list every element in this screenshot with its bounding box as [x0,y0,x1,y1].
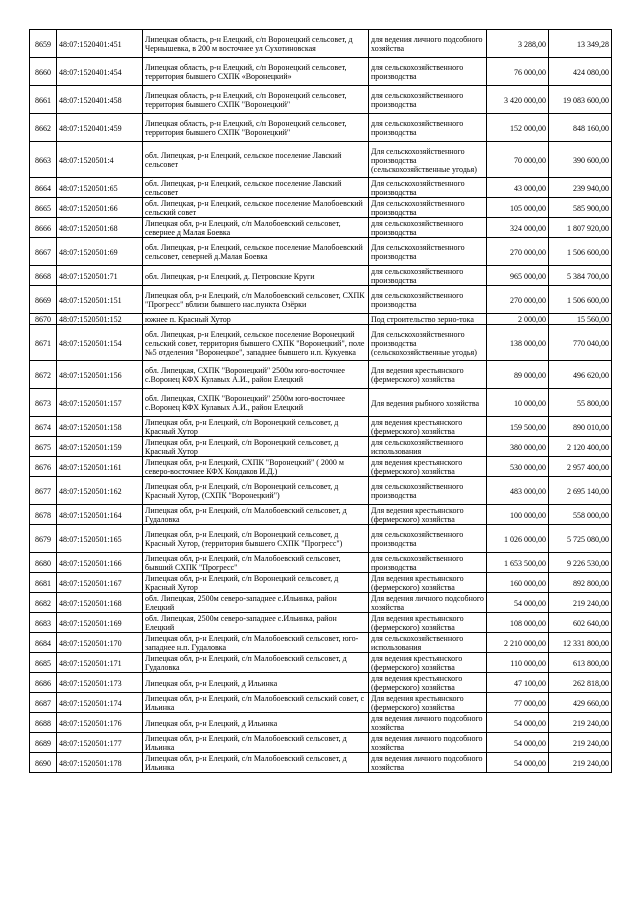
table-row [30,713,612,733]
permitted-use: для ведения личного подсобного хозяйства [369,753,487,773]
row-number: 8679 [30,525,57,553]
cadastral-value: 9 226 530,00 [549,553,612,573]
plot-address: южнее п. Красный Хутор [143,314,369,325]
table-row [30,477,612,505]
table-row [30,417,612,437]
cadastral-value: 390 600,00 [549,142,612,178]
table-row [30,266,612,286]
row-number: 8677 [30,477,57,505]
cadastral-number: 48:07:1520501:169 [57,613,143,633]
cadastral-number: 48:07:1520501:157 [57,389,143,417]
plot-area: 2 210 000,00 [487,633,549,653]
plot-address: обл. Липецкая, р-н Елецкий, сельское поселение Малобоевский сельсовет, северней д.Малая Боевка [143,238,369,266]
table-row [30,525,612,553]
row-number: 8678 [30,505,57,525]
cadastral-value: 558 000,00 [549,505,612,525]
row-number: 8662 [30,114,57,142]
table-row [30,142,612,178]
plot-area: 110 000,00 [487,653,549,673]
plot-address: обл. Липецкая, 2500м северо-западнее с.Ильинка, район Елецкий [143,613,369,633]
cadastral-value: 1 506 600,00 [549,238,612,266]
cadastral-number: 48:07:1520501:164 [57,505,143,525]
table-row [30,86,612,114]
plot-address: обл. Липецкая, р-н Елецкий, сельское поселение Лавский сельсовет [143,178,369,198]
table-row [30,198,612,218]
table-row [30,673,612,693]
cadastral-number: 48:07:1520501:176 [57,713,143,733]
permitted-use: для ведения крестьянского (фермерского) хозяйства [369,417,487,437]
row-number: 8661 [30,86,57,114]
cadastral-value: 19 083 600,00 [549,86,612,114]
row-number: 8663 [30,142,57,178]
cadastral-value: 424 080,00 [549,58,612,86]
cadastral-value: 613 800,00 [549,653,612,673]
row-number: 8681 [30,573,57,593]
plot-area: 108 000,00 [487,613,549,633]
row-number: 8660 [30,58,57,86]
table-row [30,733,612,753]
table-row [30,505,612,525]
plot-area: 138 000,00 [487,325,549,361]
cadastral-value: 585 900,00 [549,198,612,218]
cadastral-value: 2 695 140,00 [549,477,612,505]
cadastral-number: 48:07:1520501:154 [57,325,143,361]
table-row [30,314,612,325]
row-number: 8666 [30,218,57,238]
permitted-use: Для ведения крестьянского (фермерского) хозяйства [369,693,487,713]
table-row [30,325,612,361]
table-row [30,457,612,477]
permitted-use: Для сельскохозяйственного производства (сельскохозяйственные угодья) [369,325,487,361]
plot-area: 160 000,00 [487,573,549,593]
table-row [30,30,612,58]
table-row [30,633,612,653]
plot-address: Липецкая область, р-н Елецкий, с/п Воронецкий сельсовет, д Чернышевка, в 200 м восточнее ул Сухотиновская [143,30,369,58]
table-row [30,389,612,417]
cadastral-number: 48:07:1520501:69 [57,238,143,266]
table-row [30,593,612,613]
plot-area: 152 000,00 [487,114,549,142]
cadastral-value: 770 040,00 [549,325,612,361]
cadastral-number: 48:07:1520501:161 [57,457,143,477]
plot-address: Липецкая обл, р-н Елецкий, с/п Малобоевский сельсовет, СХПК "Прогресс" вблизи бывшего нас.пункта Озёрки [143,286,369,314]
plot-address: Липецкая обл, р-н Елецкий, с/п Малобоевский сельсовет, юго-западнее н.п. Гудаловка [143,633,369,653]
cadastral-number: 48:07:1520501:68 [57,218,143,238]
permitted-use: для сельскохозяйственного производства [369,86,487,114]
cadastral-number: 48:07:1520401:458 [57,86,143,114]
cadastral-number: 48:07:1520501:167 [57,573,143,593]
row-number: 8684 [30,633,57,653]
plot-address: Липецкая обл, р-н Елецкий, с/п Воронецкий сельсовет, д Красный Хутор [143,437,369,457]
cadastral-value: 239 940,00 [549,178,612,198]
row-number: 8674 [30,417,57,437]
plot-area: 105 000,00 [487,198,549,218]
cadastral-number: 48:07:1520501:178 [57,753,143,773]
table-row [30,693,612,713]
cadastral-number: 48:07:1520501:156 [57,361,143,389]
cadastral-number: 48:07:1520501:173 [57,673,143,693]
plot-address: обл. Липецкая, р-н Елецкий, д. Петровские Круги [143,266,369,286]
plot-address: Липецкая обл, р-н Елецкий, с/п Малобоевский сельсовет, севернее д Малая Боевка [143,218,369,238]
plot-address: обл. Липецкая, 2500м северо-западнее с.Ильинка, район Елецкий [143,593,369,613]
cadastral-number: 48:07:1520501:177 [57,733,143,753]
row-number: 8673 [30,389,57,417]
cadastral-number: 48:07:1520501:4 [57,142,143,178]
document-page [29,29,611,773]
plot-address: Липецкая обл, р-н Елецкий, с/п Воронецкий сельсовет, д Красный Хутор [143,573,369,593]
permitted-use: для сельскохозяйственного производства [369,286,487,314]
plot-area: 89 000,00 [487,361,549,389]
plot-area: 324 000,00 [487,218,549,238]
permitted-use: для ведения личного подсобного хозяйства [369,713,487,733]
cadastral-value: 1 807 920,00 [549,218,612,238]
row-number: 8665 [30,198,57,218]
permitted-use: для сельскохозяйственного производства [369,58,487,86]
row-number: 8667 [30,238,57,266]
permitted-use: для ведения личного подсобного хозяйства [369,30,487,58]
row-number: 8670 [30,314,57,325]
cadastral-value: 13 349,28 [549,30,612,58]
table-row [30,114,612,142]
permitted-use: для ведения личного подсобного хозяйства [369,733,487,753]
row-number: 8669 [30,286,57,314]
cadastral-number: 48:07:1520501:168 [57,593,143,613]
row-number: 8680 [30,553,57,573]
cadastral-number: 48:07:1520501:165 [57,525,143,553]
permitted-use: для ведения крестьянского (фермерского) хозяйства [369,653,487,673]
cadastral-number: 48:07:1520501:65 [57,178,143,198]
plot-area: 100 000,00 [487,505,549,525]
plot-area: 3 288,00 [487,30,549,58]
cadastral-number: 48:07:1520501:174 [57,693,143,713]
cadastral-value: 890 010,00 [549,417,612,437]
permitted-use: Для ведения рыбного хозяйства [369,389,487,417]
row-number: 8675 [30,437,57,457]
permitted-use: для ведения крестьянского (фермерского) хозяйства [369,457,487,477]
plot-area: 10 000,00 [487,389,549,417]
plot-area: 270 000,00 [487,286,549,314]
permitted-use: Для сельскохозяйственного производства [369,198,487,218]
plot-area: 483 000,00 [487,477,549,505]
row-number: 8690 [30,753,57,773]
cadastral-number: 48:07:1520401:451 [57,30,143,58]
plot-address: обл. Липецкая, СХПК "Воронецкий" 2500м юго-восточнее с.Воронец КФХ Кулавых А.И., район Елецкий [143,389,369,417]
row-number: 8671 [30,325,57,361]
cadastral-value: 848 160,00 [549,114,612,142]
table-row [30,753,612,773]
row-number: 8682 [30,593,57,613]
permitted-use: Под строительство зерно-тока [369,314,487,325]
cadastral-value: 602 640,00 [549,613,612,633]
cadastral-value: 12 331 800,00 [549,633,612,653]
cadastral-value: 5 384 700,00 [549,266,612,286]
plot-address: обл. Липецкая, р-н Елецкий, сельское поселение Лавский сельсовет [143,142,369,178]
row-number: 8664 [30,178,57,198]
plot-address: Липецкая обл, р-н Елецкий, с/п Малобоевский сельский совет, с Ильинка [143,693,369,713]
cadastral-value: 1 506 600,00 [549,286,612,314]
plot-area: 530 000,00 [487,457,549,477]
cadastral-number: 48:07:1520501:159 [57,437,143,457]
plot-address: Липецкая обл, р-н Елецкий, с/п Воронецкий сельсовет, д Красный Хутор, (территория бывшего СХПК "Прогресс") [143,525,369,553]
plot-address: обл. Липецкая, СХПК "Воронецкий" 2500м юго-восточнее с.Воронец КФХ Кулавых А.И., район Елецкий [143,361,369,389]
cadastral-value: 262 818,00 [549,673,612,693]
plot-area: 380 000,00 [487,437,549,457]
permitted-use: Для сельскохозяйственного производства [369,238,487,266]
plot-address: Липецкая область, р-н Елецкий, с/п Воронецкий сельсовет, территория бывшего СХПК "Воронецкий" [143,114,369,142]
plot-area: 54 000,00 [487,753,549,773]
plot-address: Липецкая область, р-н Елецкий, с/п Воронецкий сельсовет, территория бывшего СХПК «Воронецкий» [143,58,369,86]
cadastral-number: 48:07:1520501:66 [57,198,143,218]
permitted-use: для ведения крестьянского (фермерского) хозяйства [369,673,487,693]
cadastral-value: 2 120 400,00 [549,437,612,457]
plot-address: Липецкая обл, р-н Елецкий, с/п Малобоевский сельсовет, бывший СХПК "Прогресс" [143,553,369,573]
plot-address: Липецкая область, р-н Елецкий, с/п Воронецкий сельсовет, территория бывшего СХПК "Воронецкий" [143,86,369,114]
plot-address: Липецкая обл, р-н Елецкий, с/п Воронецкий сельсовет, д Красный Хутор, (СХПК "Воронецкий") [143,477,369,505]
row-number: 8685 [30,653,57,673]
row-number: 8676 [30,457,57,477]
row-number: 8668 [30,266,57,286]
plot-address: Липецкая обл, р-н Елецкий, с/п Малобоевский сельсовет, д Гудаловка [143,653,369,673]
cadastral-value: 15 560,00 [549,314,612,325]
plot-address: Липецкая обл, р-н Елецкий, д Ильинка [143,713,369,733]
permitted-use: для сельскохозяйственного использования [369,633,487,653]
row-number: 8687 [30,693,57,713]
table-row [30,653,612,673]
plot-area: 965 000,00 [487,266,549,286]
permitted-use: Для ведения крестьянского (фермерского) хозяйства [369,505,487,525]
row-number: 8689 [30,733,57,753]
table-body [30,30,612,773]
plot-area: 54 000,00 [487,593,549,613]
plot-area: 77 000,00 [487,693,549,713]
plot-area: 76 000,00 [487,58,549,86]
table-row [30,238,612,266]
row-number: 8659 [30,30,57,58]
cadastral-number: 48:07:1520501:166 [57,553,143,573]
cadastral-value: 219 240,00 [549,733,612,753]
plot-area: 2 000,00 [487,314,549,325]
cadastral-number: 48:07:1520501:158 [57,417,143,437]
cadastral-number: 48:07:1520501:162 [57,477,143,505]
cadastral-number: 48:07:1520501:71 [57,266,143,286]
cadastral-value: 219 240,00 [549,593,612,613]
plot-area: 70 000,00 [487,142,549,178]
cadastral-value: 219 240,00 [549,713,612,733]
permitted-use: для сельскохозяйственного производства [369,477,487,505]
cadastral-number: 48:07:1520501:171 [57,653,143,673]
plot-area: 1 026 000,00 [487,525,549,553]
plot-address: Липецкая обл, р-н Елецкий, с/п Малобоевский сельсовет, д Ильинка [143,733,369,753]
plot-address: Липецкая обл, р-н Елецкий, с/п Малобоевский сельсовет, д Гудаловка [143,505,369,525]
plot-address: Липецкая обл, р-н Елецкий, с/п Воронецкий сельсовет, д Красный Хутор [143,417,369,437]
cadastral-number: 48:07:1520501:152 [57,314,143,325]
table-row [30,286,612,314]
permitted-use: Для ведения крестьянского (фермерского) хозяйства [369,573,487,593]
cadastral-number: 48:07:1520401:454 [57,58,143,86]
table-row [30,361,612,389]
permitted-use: для сельскохозяйственного производства [369,553,487,573]
table-row [30,573,612,593]
plot-address: Липецкая обл, р-н Елецкий, СХПК "Воронецкий" ( 2000 м северо-восточнее КФХ Кондаков И.Д.) [143,457,369,477]
cadastral-value: 55 800,00 [549,389,612,417]
plot-area: 3 420 000,00 [487,86,549,114]
table-row [30,178,612,198]
permitted-use: для сельскохозяйственного производства [369,218,487,238]
plot-area: 47 100,00 [487,673,549,693]
cadastral-number: 48:07:1520401:459 [57,114,143,142]
table-row [30,58,612,86]
row-number: 8683 [30,613,57,633]
table-row [30,553,612,573]
row-number: 8672 [30,361,57,389]
permitted-use: Для ведения крестьянского (фермерского) хозяйства [369,361,487,389]
cadastral-value: 429 660,00 [549,693,612,713]
plot-area: 54 000,00 [487,733,549,753]
plot-area: 43 000,00 [487,178,549,198]
permitted-use: Для ведения крестьянского (фермерского) хозяйства [369,613,487,633]
plot-area: 270 000,00 [487,238,549,266]
land-plots-table [29,29,612,773]
cadastral-value: 219 240,00 [549,753,612,773]
permitted-use: для сельскохозяйственного использования [369,437,487,457]
plot-address: Липецкая обл, р-н Елецкий, с/п Малобоевский сельсовет, д Ильинка [143,753,369,773]
table-row [30,218,612,238]
row-number: 8686 [30,673,57,693]
plot-address: обл. Липецкая, р-н Елецкий, сельское поселение Воронецкий сельский совет, территория бывшего СХПК "Воронецкий", поле №5 отделения "Воронецкое", западнее бывшего н.п. Кукуевка [143,325,369,361]
cadastral-number: 48:07:1520501:151 [57,286,143,314]
permitted-use: для сельскохозяйственного производства [369,525,487,553]
permitted-use: для сельскохозяйственного производства [369,266,487,286]
cadastral-number: 48:07:1520501:170 [57,633,143,653]
cadastral-value: 496 620,00 [549,361,612,389]
table-row [30,437,612,457]
permitted-use: Для сельскохозяйственного производства [369,178,487,198]
table-row [30,613,612,633]
plot-address: обл. Липецкая, р-н Елецкий, сельское поселение Малобоевский сельский совет [143,198,369,218]
plot-area: 159 500,00 [487,417,549,437]
permitted-use: для сельскохозяйственного производства [369,114,487,142]
row-number: 8688 [30,713,57,733]
cadastral-value: 2 957 400,00 [549,457,612,477]
cadastral-value: 5 725 080,00 [549,525,612,553]
plot-area: 54 000,00 [487,713,549,733]
plot-address: Липецкая обл, р-н Елецкий, д Ильинка [143,673,369,693]
permitted-use: Для сельскохозяйственного производства (сельскохозяйственные угодья) [369,142,487,178]
plot-area: 1 653 500,00 [487,553,549,573]
cadastral-value: 892 800,00 [549,573,612,593]
permitted-use: Для ведения личного подсобного хозяйства [369,593,487,613]
